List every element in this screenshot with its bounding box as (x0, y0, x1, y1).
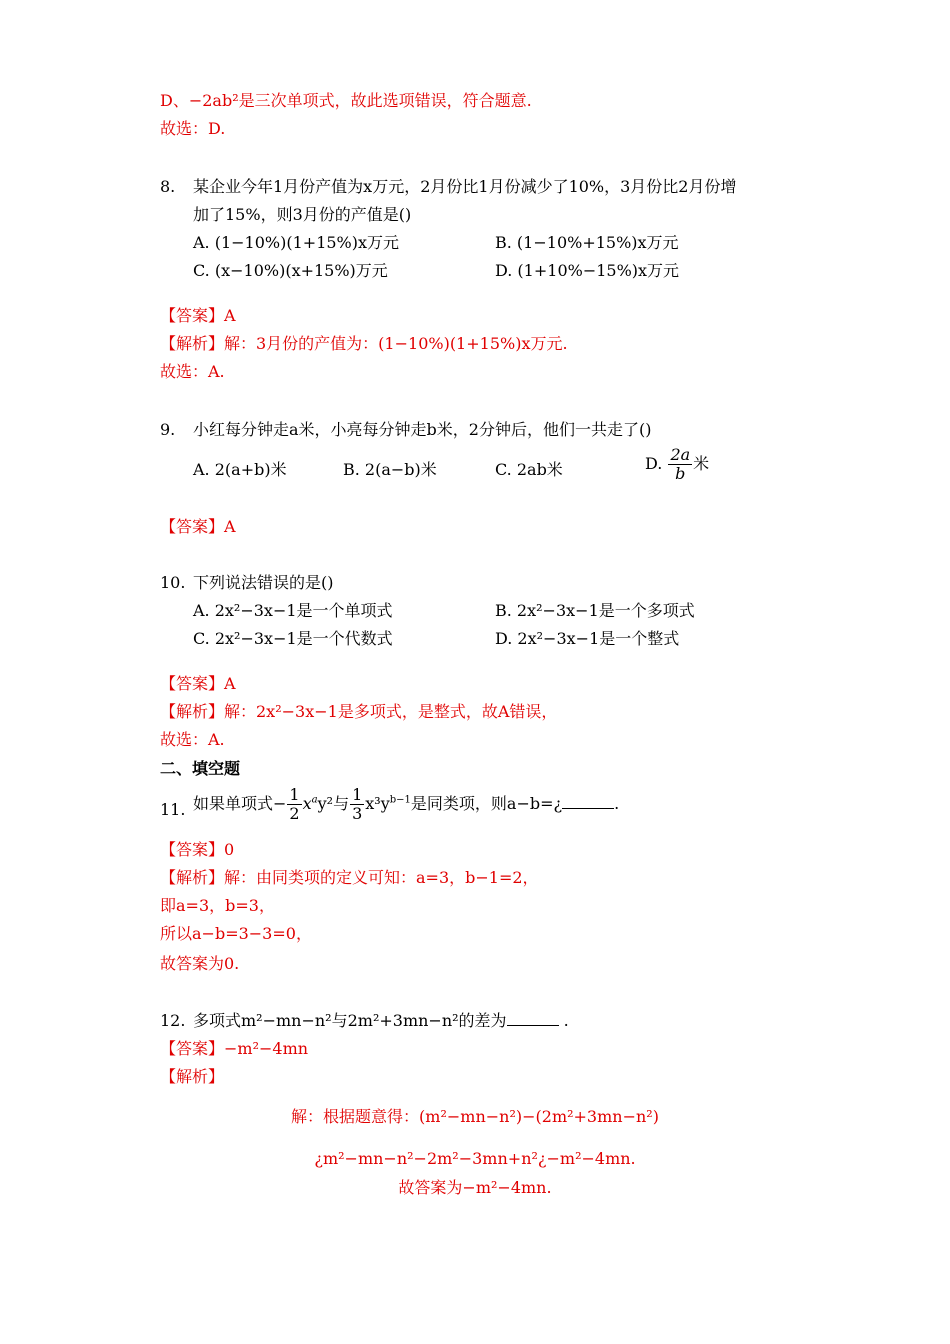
section-title: 二、填空题 (160, 759, 241, 778)
q8-stem-line1: 某企业今年1月份产值为x万元，2月份比1月份减少了10%，3月份比2月份增 (193, 177, 737, 196)
fraction-numerator: 1 (289, 785, 300, 804)
q8-number: 8. (160, 177, 176, 196)
q11-fraction-2 (350, 786, 364, 823)
q10-stem: 下列说法错误的是() (193, 573, 334, 592)
q8-choice: 故选：A. (160, 362, 225, 381)
q11-stem-end: 是同类项，则a−b=¿ (410, 794, 563, 813)
q11-analysis: 【解析】解：由同类项的定义可知：a=3，b−1=2， (160, 868, 539, 887)
q9-option-a: A. 2(a+b)米 (193, 460, 287, 479)
q12-solution-line3: 故答案为−m²−4mn. (398, 1178, 552, 1197)
q9-option-d-fraction (668, 446, 692, 483)
q11-term-x3y: x³y (365, 794, 390, 813)
q12-number: 12. (160, 1011, 186, 1030)
q12-stem-text: 多项式m²−mn−n²与2m²+3mn−n²的差为 (193, 1011, 507, 1030)
q9-option-d-unit: 米 (693, 454, 710, 473)
q10-number: 10. (160, 573, 186, 592)
q9-answer: 【答案】A (160, 517, 236, 536)
q8-answer: 【答案】A (160, 306, 236, 325)
q8-option-c: C. (x−10%)(x+15%)万元 (193, 261, 388, 280)
q12-solution-line2: ¿m²−mn−n²−2m²−3mn+n²¿−m²−4mn. (314, 1149, 636, 1168)
q8-option-b: B. (1−10%+15%)x万元 (495, 233, 679, 252)
fraction-numerator: 2a (670, 445, 691, 464)
q11-analysis-line3: 所以a−b=3−3=0， (160, 924, 312, 943)
q11-stem (193, 786, 619, 823)
q11-number: 11. (160, 800, 186, 819)
q9-option-d-label: D. (645, 454, 663, 473)
q11-exp-b: b−1 (389, 794, 411, 806)
q12-period: . (563, 1011, 569, 1030)
q9-option-d (645, 446, 709, 483)
q10-answer: 【答案】A (160, 674, 236, 693)
q10-option-b: B. 2x²−3x−1是一个多项式 (495, 601, 695, 620)
q9-number: 9. (160, 420, 176, 439)
q8-analysis: 【解析】解：3月份的产值为：(1−10%)(1+15%)x万元. (160, 334, 568, 353)
fraction-denominator: 3 (352, 804, 363, 823)
q12-solution-line1: 解：根据题意得：(m²−mn−n²)−(2m²+3mn−n²) (291, 1107, 659, 1126)
q12-answer: 【答案】−m²−4mn (160, 1039, 309, 1058)
q12-answer-blank (507, 1011, 559, 1026)
q10-choice: 故选：A. (160, 730, 225, 749)
fraction-denominator: 2 (289, 804, 300, 823)
q11-exp-a: a (311, 794, 318, 806)
q8-stem-line2: 加了15%，则3月份的产值是() (193, 205, 412, 224)
q10-option-a: A. 2x²−3x−1是一个单项式 (193, 601, 393, 620)
q12-stem (193, 1010, 569, 1032)
q11-stem-start: 如果单项式− (193, 794, 287, 813)
q10-analysis: 【解析】解：2x²−3x−1是多项式，是整式，故A错误， (160, 702, 558, 721)
prev-option-d-explanation: D、−2ab²是三次单项式，故此选项错误，符合题意. (160, 91, 532, 110)
fraction-denominator: b (675, 464, 686, 483)
q10-option-c: C. 2x²−3x−1是一个代数式 (193, 629, 393, 648)
q11-analysis-line4: 故答案为0. (160, 954, 240, 973)
q11-analysis-line2: 即a=3，b=3， (160, 896, 275, 915)
q10-option-d: D. 2x²−3x−1是一个整式 (495, 629, 680, 648)
q12-analysis-label: 【解析】 (160, 1067, 225, 1086)
fraction-numerator: 1 (352, 785, 363, 804)
q11-answer-blank (562, 794, 614, 809)
q11-fraction-1 (287, 786, 301, 823)
q8-option-a: A. (1−10%)(1+15%)x万元 (193, 233, 400, 252)
prev-choice: 故选：D. (160, 119, 226, 138)
q9-option-b: B. 2(a−b)米 (343, 460, 437, 479)
q11-period: . (614, 794, 620, 813)
q9-option-c: C. 2ab米 (495, 460, 563, 479)
q11-answer: 【答案】0 (160, 840, 235, 859)
q8-option-d: D. (1+10%−15%)x万元 (495, 261, 680, 280)
q11-term-x: x (302, 794, 312, 813)
q9-stem: 小红每分钟走a米，小亮每分钟走b米，2分钟后，他们一共走了() (193, 420, 652, 439)
q11-term-y: y²与 (317, 794, 350, 813)
